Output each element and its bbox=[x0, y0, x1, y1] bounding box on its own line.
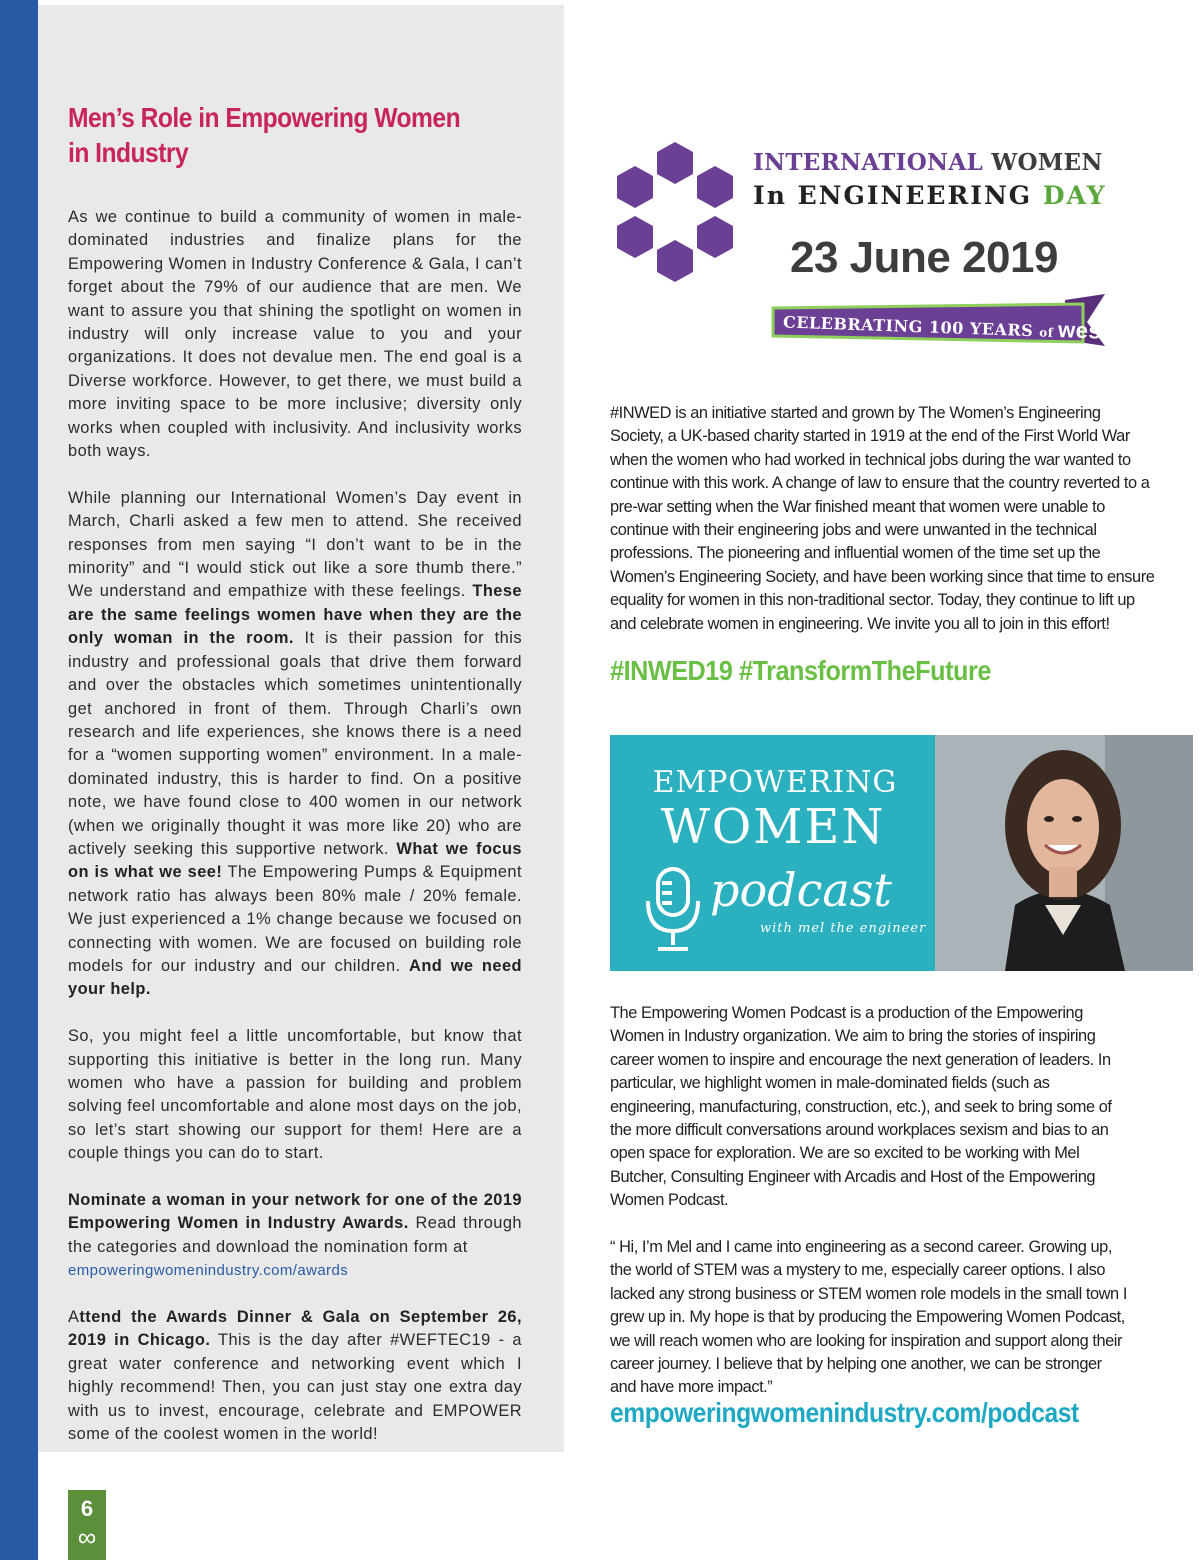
host-quote: “ Hi, I’m Mel and I came into engineering as a second career. Growing up, the world of STEM was a mystery to me, especially career options. I also lacked any strong business or STEM women role models in the small town I grew up in. My hope is that by producing the Empowering Women Podcast, we will reach women who are looking for inspiration and support along their career journey. I believe that by helping one another, we can be stronger and have more impact.” bbox=[610, 1238, 1127, 1397]
hexagon-flower-logo-icon bbox=[605, 140, 745, 300]
title-line-1: Men’s Role in Empowering Women bbox=[68, 102, 461, 133]
p2-bold-a: These are the same feelings women have when they are the only woman in the room. bbox=[68, 582, 522, 648]
p2-bold-c: And we need your help. bbox=[68, 956, 522, 999]
podcast-url[interactable]: empoweringwomenindustry.com/podcast bbox=[610, 1397, 1079, 1428]
article-title bbox=[68, 100, 526, 170]
p2-text-a: While planning our International Women’s Day event in March, Charli asked a few men to attend. She received responses from men saying “I don’t want to be in the minority” and “I would stick out like a sore thumb there.” We understand and empathize with these feelings. bbox=[68, 488, 522, 601]
hashtags: #INWED19 #TransformTheFuture bbox=[610, 655, 991, 686]
podcast-logo-panel bbox=[610, 735, 935, 971]
ribbon-celebrating: CELEBRATING 100 YEARS bbox=[782, 312, 1040, 341]
p5-bold: ttend the Awards Dinner & Gala on September 26, 2019 in Chicago. bbox=[68, 1308, 522, 1350]
ribbon-wes: wes bbox=[1057, 317, 1102, 344]
podcast-logo-empowering: EMPOWERING bbox=[652, 765, 898, 800]
podcast-logo-tagline: with mel the engineer bbox=[760, 921, 927, 936]
inwed-word-international: INTERNATIONAL bbox=[753, 149, 984, 176]
host-photo bbox=[935, 735, 1193, 971]
paragraph-2 bbox=[68, 487, 522, 1002]
page-number: 6 bbox=[80, 1496, 94, 1521]
paragraph-3: So, you might feel a little uncomfortable, but know that supporting this initiative is better in the long run. Many women who have a passion for building and problem solving feel uncomfortable and alone most days on the job, so let’s start showing our support for them! Here are a couple things you can do to start. bbox=[68, 1027, 522, 1163]
podcast-banner bbox=[610, 735, 1193, 971]
microphone-icon bbox=[638, 865, 708, 955]
ribbon-of: of bbox=[1038, 325, 1059, 341]
article-column bbox=[68, 100, 522, 1446]
inwed-banner bbox=[605, 135, 1130, 370]
p5-first-letter: A bbox=[68, 1308, 80, 1327]
paragraph-5 bbox=[68, 1306, 522, 1446]
p4-bold: Nominate a woman in your network for one of the 2019 Empowering Women in Industry Awards. bbox=[68, 1191, 522, 1233]
p5-text: This is the day after #WEFTEC19 - a great water conference and networking event which I highly recommend! Then, you can just stay one extra day with us to invest, encourage, celebrate and EMPOWER some of the coolest women in the world! bbox=[68, 1331, 522, 1444]
title-line-2: in Industry bbox=[68, 137, 189, 168]
blue-spine-bar bbox=[0, 0, 38, 1560]
inwed-date: 23 June 2019 bbox=[790, 233, 1058, 282]
p4-text: Read through the categories and download the nomination form at bbox=[68, 1214, 522, 1256]
page-number-tab bbox=[68, 1490, 106, 1560]
inwed-line-1 bbox=[753, 149, 1103, 176]
infinity-icon: ∞ bbox=[77, 1522, 97, 1552]
inwed-word-day: DAY bbox=[1042, 181, 1107, 210]
p2-text-c: The Empowering Pumps & Equipment network ratio has always been 80% male / 20% female. We just experienced a 1% change because we focused on connecting with women. We are focused on building role models for our industry and our children. bbox=[68, 863, 522, 975]
awards-link[interactable]: empoweringwomenindustry.com/awards bbox=[68, 1262, 349, 1280]
p2-bold-b: What we focus on is what we see! bbox=[68, 839, 522, 882]
podcast-logo-women: WOMEN bbox=[660, 799, 886, 855]
paragraph-1: As we continue to build a community of women in male-dominated industries and finalize plans for the Empowering Women in Industry Conference & Gala, I can’t forget about the 79% of our audience that are men. We want to assure you that shining the spotlight on women in industry will only increase value to you and your organizations. It does not devalue men. The end goal is a Diverse workforce. However, to get there, we must build a more inviting space to be more inclusive; diversity only works when coupled with inclusivity. And inclusivity works both ways. bbox=[68, 208, 522, 461]
inwed-word-women: WOMEN bbox=[983, 149, 1103, 176]
podcast-description: The Empowering Women Podcast is a production of the Empowering Women in Industry organization. We aim to bring the stories of inspiring career women to inspire and encourage the next generation of leaders. In particular, we highlight women in male-dominated fields (such as engineering, manufacturing, construction, etc.), and seek to bring some of the more difficult conversations around workplaces sexism and bias to an open space for exploration. We are so excited to be working with Mel Butcher, Consulting Engineer with Arcadis and Host of the Empowering Women Podcast. bbox=[610, 1004, 1112, 1210]
paragraph-4 bbox=[68, 1189, 522, 1283]
inwed-description: #INWED is an initiative started and grown by The Women’s Engineering Society, a UK-based charity started in 1919 at the end of the First World War when the women who had worked in technical jobs during the war wanted to continue with this work. A change of law to ensure that the country reverted to a pre-war setting when the War finished meant that women were unable to continue with their engineering jobs and were unwanted in the technical professions. The pioneering and influential women of the time set up the Women’s Engineering Society, and have been working since that time to ensure equality for women in this non-traditional sector. Today, they continue to lift up and celebrate women in engineering. We invite you all to join in this effort! bbox=[610, 404, 1155, 633]
inwed-line-2 bbox=[753, 181, 1107, 210]
podcast-logo-podcast: podcast bbox=[710, 863, 892, 917]
p2-text-b: It is their passion for this industry and professional goals that drive them forward and over the obstacles which sometimes unintentionally get anchored in front of them. Through Charli’s own research and life experiences, she knows there is a need for a “women supporting women” environment. In a male-dominated industry, this is harder to find. On a positive note, we have found close to 400 women in our network (when we originally thought it was more like 20) who are actively seeking this supportive network. bbox=[68, 629, 522, 858]
host-portrait-icon bbox=[935, 735, 1193, 971]
inwed-words-engineering: In ENGINEERING bbox=[753, 181, 1043, 210]
